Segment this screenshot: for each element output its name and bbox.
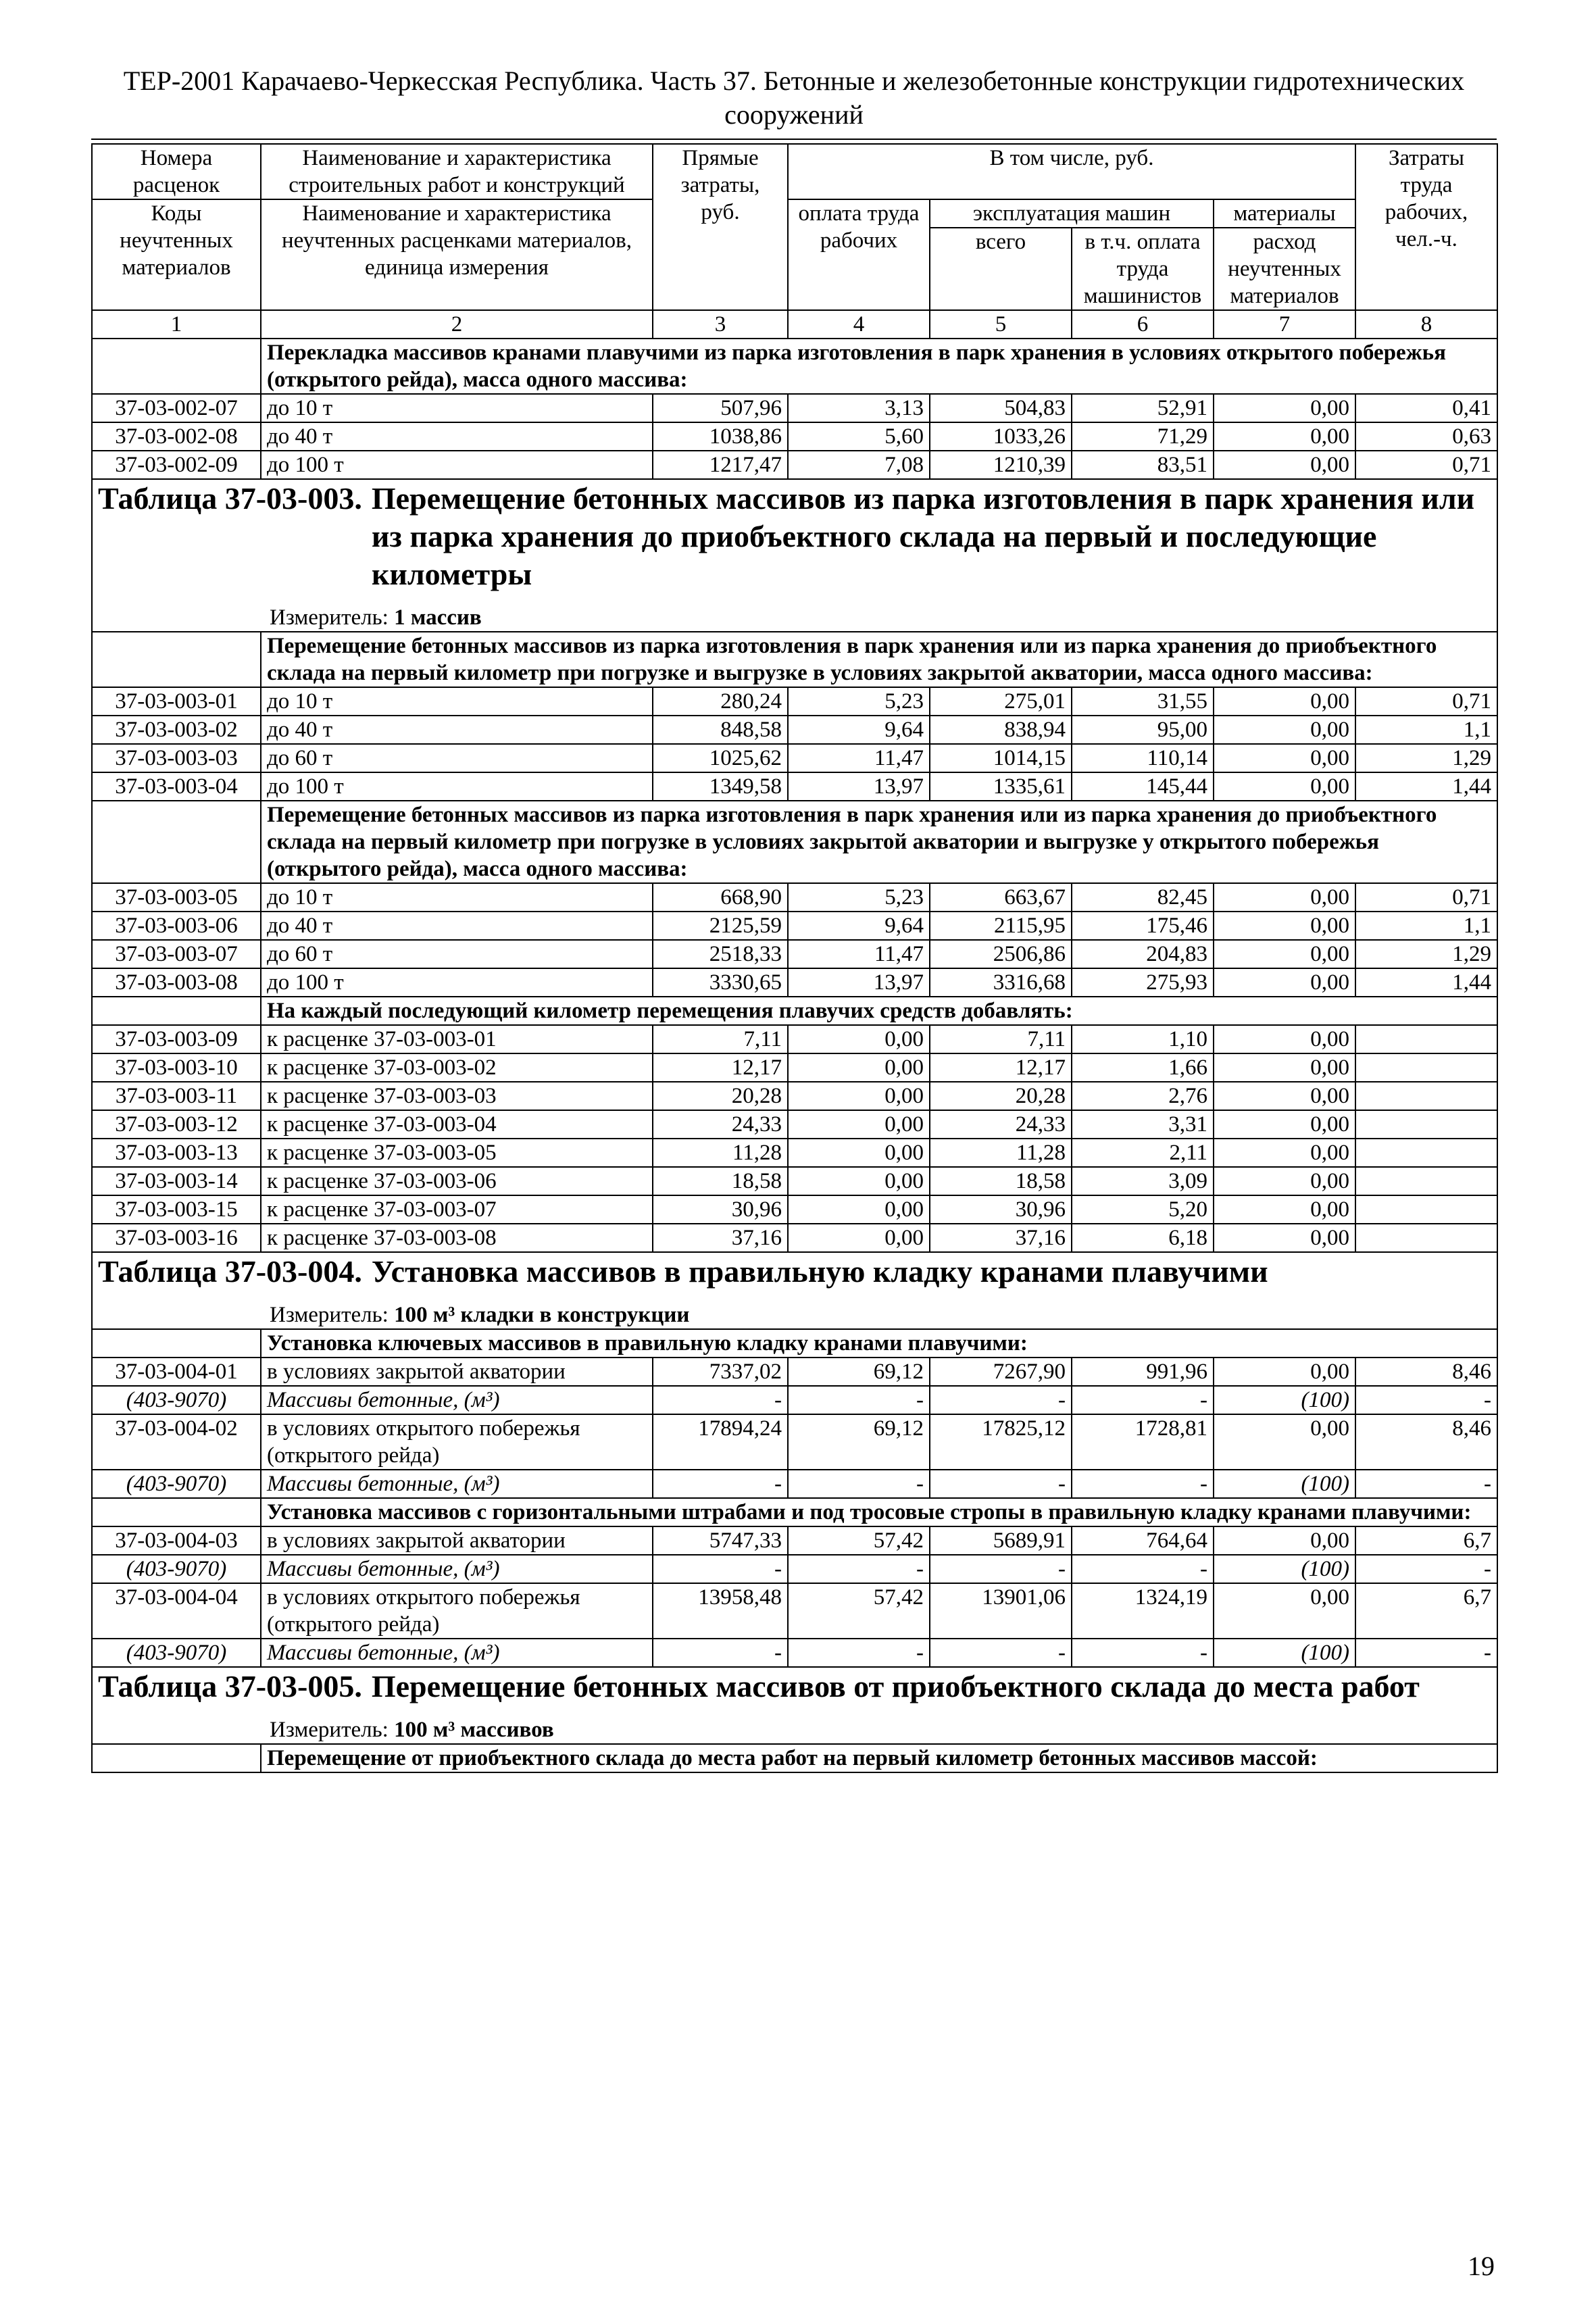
table-row [92,1053,1497,1082]
table-row [92,1139,1497,1167]
table-row [92,1470,1497,1498]
rate-code: 37-03-004-02 [92,1414,261,1470]
section-title: Установка массивов с горизонтальными штрабами и под тросовые стропы в правильную кладку кранами плавучими: [261,1498,1497,1526]
wage-cost: 0,00 [788,1167,930,1195]
labor-cost: 1,44 [1355,968,1497,997]
rate-code: 37-03-003-09 [92,1025,261,1053]
direct-cost: 280,24 [653,687,788,716]
labor-cost [1355,1110,1497,1139]
direct-cost: 848,58 [653,716,788,744]
materials-cost: 0,00 [1214,687,1355,716]
machines-total: 1033,26 [930,422,1072,451]
table-37-03-003-block [92,479,1497,632]
machines-total: 504,83 [930,394,1072,422]
wage-cost: 0,00 [788,1139,930,1167]
direct-cost: 7,11 [653,1025,788,1053]
page-header: ТЕР-2001 Карачаево-Черкесская Республика. Часть 37. Бетонные и железобетонные конструкции гидротехнических сооружений [123,66,1465,130]
table-row [92,1414,1497,1470]
direct-cost: 30,96 [653,1195,788,1224]
materials-cost: 0,00 [1214,1414,1355,1470]
machines-wage: 275,93 [1072,968,1214,997]
table-37-03-005-block [92,1667,1497,1744]
rate-code: 37-03-004-04 [92,1583,261,1639]
machines-wage: 1728,81 [1072,1414,1214,1470]
machines-total: 5689,91 [930,1526,1072,1555]
material-code: (403-9070) [92,1386,261,1414]
col-number: 7 [1214,310,1355,339]
meter-label: Измеритель: [270,1303,389,1327]
col-mach-total: всего [930,228,1072,310]
machines-wage: - [1072,1639,1214,1667]
direct-cost: - [653,1639,788,1667]
table-row [92,1583,1497,1639]
labor-cost [1355,1195,1497,1224]
meter-value: 100 м³ массивов [394,1718,554,1742]
direct-cost: 668,90 [653,883,788,912]
table-meter [98,604,1491,631]
machines-wage: 71,29 [1072,422,1214,451]
table-row [92,772,1497,801]
wage-cost: 11,47 [788,940,930,968]
wage-cost: 9,64 [788,912,930,940]
machines-wage: 1,10 [1072,1025,1214,1053]
machines-wage: 1,66 [1072,1053,1214,1082]
rate-code: 37-03-003-07 [92,940,261,968]
direct-cost: 1038,86 [653,422,788,451]
direct-cost: 1349,58 [653,772,788,801]
col-wage: оплата труда рабочих [788,199,930,310]
col-number: 3 [653,310,788,339]
work-name: к расценке 37-03-003-01 [261,1025,653,1053]
machines-total: 24,33 [930,1110,1072,1139]
labor-cost: 1,44 [1355,772,1497,801]
materials-cost: 0,00 [1214,451,1355,479]
material-code: (403-9070) [92,1555,261,1583]
work-name: до 10 т [261,394,653,422]
materials-cost: (100) [1214,1639,1355,1667]
labor-cost [1355,1025,1497,1053]
work-name: до 60 т [261,940,653,968]
material-code: (403-9070) [92,1470,261,1498]
wage-cost: 5,23 [788,883,930,912]
rate-code: 37-03-004-03 [92,1526,261,1555]
col-number: 6 [1072,310,1214,339]
labor-cost: - [1355,1555,1497,1583]
table-row [92,1195,1497,1224]
work-name: в условиях закрытой акватории [261,1358,653,1386]
labor-cost: - [1355,1470,1497,1498]
section-title: Перемещение от приобъектного склада до места работ на первый километр бетонных массивов массой: [261,1744,1497,1772]
table-label: Таблица 37-03-004. [98,1254,362,1289]
table-row [92,1025,1497,1053]
work-name: к расценке 37-03-003-02 [261,1053,653,1082]
section-title: Установка ключевых массивов в правильную кладку кранами плавучими: [261,1329,1497,1358]
machines-total: - [930,1386,1072,1414]
col-code-top: Номера расценок [92,144,261,199]
work-name: к расценке 37-03-003-04 [261,1110,653,1139]
rate-code: 37-03-003-03 [92,744,261,772]
machines-wage: 3,31 [1072,1110,1214,1139]
table-name: Перемещение бетонных массивов от приобъектного склада до места работ [371,1669,1420,1703]
work-name: к расценке 37-03-003-05 [261,1139,653,1167]
labor-cost [1355,1167,1497,1195]
direct-cost: 1217,47 [653,451,788,479]
col-number: 8 [1355,310,1497,339]
machines-total: 275,01 [930,687,1072,716]
machines-total: 1210,39 [930,451,1072,479]
machines-total: 663,67 [930,883,1072,912]
materials-cost: 0,00 [1214,912,1355,940]
machines-total: 7,11 [930,1025,1072,1053]
machines-wage: - [1072,1555,1214,1583]
col-mach-wage: в т.ч. оплата труда машинистов [1072,228,1214,310]
work-name: до 40 т [261,716,653,744]
machines-total: 30,96 [930,1195,1072,1224]
wage-cost: 0,00 [788,1082,930,1110]
materials-cost: (100) [1214,1386,1355,1414]
machines-wage: 95,00 [1072,716,1214,744]
table-row [92,968,1497,997]
table-label: Таблица 37-03-003. [98,481,362,516]
work-name: к расценке 37-03-003-07 [261,1195,653,1224]
machines-wage: 204,83 [1072,940,1214,968]
rate-code: 37-03-003-13 [92,1139,261,1167]
wage-cost: - [788,1639,930,1667]
labor-cost: 0,71 [1355,687,1497,716]
machines-wage: 6,18 [1072,1224,1214,1252]
col-code-bottom: Коды неучтенных материалов [92,199,261,310]
col-materials-sub: расход неучтенных материалов [1214,228,1355,310]
labor-cost: 8,46 [1355,1358,1497,1386]
labor-cost [1355,1139,1497,1167]
table-row [92,1555,1497,1583]
machines-wage: 1324,19 [1072,1583,1214,1639]
machines-wage: 83,51 [1072,451,1214,479]
wage-cost: 3,13 [788,394,930,422]
labor-cost: - [1355,1386,1497,1414]
machines-total: 7267,90 [930,1358,1072,1386]
work-name: до 60 т [261,744,653,772]
section-title: Перемещение бетонных массивов из парка изготовления в парк хранения или из парка хранения до приобъектного склада на первый километр при погрузке в условиях закрытой акватории и выгрузке у открытого побережья (открытого рейда), масса одного массива: [261,801,1497,883]
direct-cost: 11,28 [653,1139,788,1167]
table-row [92,1110,1497,1139]
meter-value: 100 м³ кладки в конструкции [394,1303,690,1327]
col-number: 5 [930,310,1072,339]
rate-code: 37-03-002-09 [92,451,261,479]
machines-total: 20,28 [930,1082,1072,1110]
wage-cost: 5,23 [788,687,930,716]
col-incl: В том числе, руб. [788,144,1355,199]
rates-table [91,143,1498,1773]
materials-cost: 0,00 [1214,772,1355,801]
wage-cost: 57,42 [788,1526,930,1555]
rate-code: 37-03-003-06 [92,912,261,940]
rate-code: 37-03-003-01 [92,687,261,716]
labor-cost: 6,7 [1355,1583,1497,1639]
work-name: к расценке 37-03-003-08 [261,1224,653,1252]
machines-total: 1335,61 [930,772,1072,801]
col-name-top: Наименование и характеристика строительных работ и конструкций [261,144,653,199]
table-row [92,394,1497,422]
table-title [98,480,1491,593]
wage-cost: 13,97 [788,968,930,997]
wage-cost: - [788,1555,930,1583]
work-name: в условиях закрытой акватории [261,1526,653,1555]
work-name: до 100 т [261,968,653,997]
machines-wage: 991,96 [1072,1358,1214,1386]
table-name: Установка массивов в правильную кладку кранами плавучими [371,1254,1268,1289]
machines-wage: 31,55 [1072,687,1214,716]
machines-wage: 52,91 [1072,394,1214,422]
direct-cost: 20,28 [653,1082,788,1110]
direct-cost: 1025,62 [653,744,788,772]
table-row [92,1526,1497,1555]
table-row [92,883,1497,912]
rate-code: 37-03-003-10 [92,1053,261,1082]
direct-cost: 17894,24 [653,1414,788,1470]
work-name: до 10 т [261,687,653,716]
machines-wage: 2,76 [1072,1082,1214,1110]
machines-wage: - [1072,1470,1214,1498]
wage-cost: 57,42 [788,1583,930,1639]
materials-cost: (100) [1214,1555,1355,1583]
rate-code: 37-03-003-12 [92,1110,261,1139]
direct-cost: 2125,59 [653,912,788,940]
col-machines: эксплуатация машин [930,199,1214,228]
labor-cost: 6,7 [1355,1526,1497,1555]
machines-total: 2506,86 [930,940,1072,968]
materials-cost: 0,00 [1214,968,1355,997]
rate-code: 37-03-003-15 [92,1195,261,1224]
wage-cost: 0,00 [788,1195,930,1224]
table-row [92,912,1497,940]
table-name: Перемещение бетонных массивов из парка изготовления в парк хранения или из парка хранения до приобъектного склада на первый и последующие километры [371,481,1475,591]
table-row [92,422,1497,451]
direct-cost: 3330,65 [653,968,788,997]
table-meter [98,1716,1491,1743]
column-numbers-row [92,310,1497,339]
materials-cost: 0,00 [1214,940,1355,968]
direct-cost: 7337,02 [653,1358,788,1386]
labor-cost: 0,71 [1355,451,1497,479]
col-materials: материалы [1214,199,1355,228]
materials-cost: 0,00 [1214,1526,1355,1555]
machines-total: 11,28 [930,1139,1072,1167]
machines-total: - [930,1470,1072,1498]
materials-cost: 0,00 [1214,716,1355,744]
labor-cost [1355,1053,1497,1082]
labor-cost: 1,29 [1355,940,1497,968]
labor-cost: 0,71 [1355,883,1497,912]
machines-wage: 764,64 [1072,1526,1214,1555]
machines-total: 3316,68 [930,968,1072,997]
machines-wage: 175,46 [1072,912,1214,940]
machines-wage: 2,11 [1072,1139,1214,1167]
machines-total: 17825,12 [930,1414,1072,1470]
materials-cost: 0,00 [1214,1167,1355,1195]
materials-cost: 0,00 [1214,422,1355,451]
machines-total: 1014,15 [930,744,1072,772]
rate-code: 37-03-003-11 [92,1082,261,1110]
wage-cost: 69,12 [788,1414,930,1470]
meter-value: 1 массив [394,605,482,630]
labor-cost [1355,1082,1497,1110]
labor-cost: - [1355,1639,1497,1667]
table-row [92,1224,1497,1252]
section-title: На каждый последующий километр перемещения плавучих средств добавлять: [261,997,1497,1025]
machines-total: - [930,1555,1072,1583]
machines-total: 12,17 [930,1053,1072,1082]
direct-cost: 18,58 [653,1167,788,1195]
machines-wage: 145,44 [1072,772,1214,801]
rate-code: 37-03-002-08 [92,422,261,451]
labor-cost [1355,1224,1497,1252]
material-name: Массивы бетонные, (м³) [261,1555,653,1583]
labor-cost: 0,63 [1355,422,1497,451]
wage-cost: 11,47 [788,744,930,772]
rate-code: 37-03-003-08 [92,968,261,997]
materials-cost: 0,00 [1214,1358,1355,1386]
col-name-bottom: Наименование и характеристика неучтенных расценками материалов, единица измерения [261,199,653,310]
materials-cost: 0,00 [1214,744,1355,772]
work-name: к расценке 37-03-003-06 [261,1167,653,1195]
table-row [92,451,1497,479]
materials-cost: 0,00 [1214,1025,1355,1053]
machines-total: 37,16 [930,1224,1072,1252]
rate-code: 37-03-003-02 [92,716,261,744]
labor-cost: 8,46 [1355,1414,1497,1470]
machines-total: 838,94 [930,716,1072,744]
col-number: 2 [261,310,653,339]
work-name: в условиях открытого побережья (открытого рейда) [261,1583,653,1639]
wage-cost: 0,00 [788,1053,930,1082]
page-number: 19 [1468,2251,1495,2281]
rate-code: 37-03-003-16 [92,1224,261,1252]
materials-cost: 0,00 [1214,1224,1355,1252]
material-name: Массивы бетонные, (м³) [261,1639,653,1667]
materials-cost: 0,00 [1214,1082,1355,1110]
wage-cost: 0,00 [788,1025,930,1053]
rate-code: 37-03-003-05 [92,883,261,912]
col-number: 4 [788,310,930,339]
direct-cost: 13958,48 [653,1583,788,1639]
machines-wage: 110,14 [1072,744,1214,772]
table-row [92,940,1497,968]
table-row [92,1639,1497,1667]
machines-wage: - [1072,1386,1214,1414]
materials-cost: 0,00 [1214,1583,1355,1639]
material-name: Массивы бетонные, (м³) [261,1470,653,1498]
table-meter [98,1301,1491,1328]
work-name: в условиях открытого побережья (открытого рейда) [261,1414,653,1470]
col-number: 1 [92,310,261,339]
direct-cost: 507,96 [653,394,788,422]
work-name: к расценке 37-03-003-03 [261,1082,653,1110]
wage-cost: 5,60 [788,422,930,451]
table-37-03-004-block [92,1252,1497,1329]
work-name: до 10 т [261,883,653,912]
work-name: до 40 т [261,912,653,940]
direct-cost: 5747,33 [653,1526,788,1555]
machines-wage: 82,45 [1072,883,1214,912]
materials-cost: 0,00 [1214,1195,1355,1224]
wage-cost: 0,00 [788,1110,930,1139]
wage-cost: 0,00 [788,1224,930,1252]
machines-total: 13901,06 [930,1583,1072,1639]
table-label: Таблица 37-03-005. [98,1669,362,1703]
rate-code: 37-03-002-07 [92,394,261,422]
work-name: до 100 т [261,451,653,479]
wage-cost: 7,08 [788,451,930,479]
direct-cost: 12,17 [653,1053,788,1082]
labor-cost: 1,1 [1355,716,1497,744]
direct-cost: - [653,1555,788,1583]
rate-code: 37-03-004-01 [92,1358,261,1386]
meter-label: Измеритель: [270,1718,389,1742]
machines-wage: 5,20 [1072,1195,1214,1224]
direct-cost: - [653,1386,788,1414]
materials-cost: 0,00 [1214,1053,1355,1082]
table-row [92,744,1497,772]
direct-cost: 24,33 [653,1110,788,1139]
wage-cost: - [788,1386,930,1414]
labor-cost: 1,1 [1355,912,1497,940]
col-direct: Прямые затраты, руб. [653,144,788,310]
direct-cost: 2518,33 [653,940,788,968]
table-title [98,1253,1491,1291]
materials-cost: 0,00 [1214,1139,1355,1167]
wage-cost: 9,64 [788,716,930,744]
labor-cost: 1,29 [1355,744,1497,772]
work-name: до 100 т [261,772,653,801]
labor-cost: 0,41 [1355,394,1497,422]
rate-code: 37-03-003-04 [92,772,261,801]
section-title: Перекладка массивов кранами плавучими из парка изготовления в парк хранения в условиях открытого побережья (открытого рейда), масса одного массива: [261,339,1497,394]
material-code: (403-9070) [92,1639,261,1667]
table-row [92,1386,1497,1414]
wage-cost: 13,97 [788,772,930,801]
col-labor: Затраты труда рабочих, чел.-ч. [1355,144,1497,310]
section-title: Перемещение бетонных массивов из парка изготовления в парк хранения или из парка хранения до приобъектного склада на первый километр при погрузке и выгрузке в условиях закрытой акватории, масса одного массива: [261,632,1497,687]
rate-code: 37-03-003-14 [92,1167,261,1195]
direct-cost: 37,16 [653,1224,788,1252]
table-row [92,1082,1497,1110]
table-row [92,687,1497,716]
machines-wage: 3,09 [1072,1167,1214,1195]
materials-cost: 0,00 [1214,394,1355,422]
wage-cost: - [788,1470,930,1498]
materials-cost: (100) [1214,1470,1355,1498]
machines-total: 2115,95 [930,912,1072,940]
direct-cost: - [653,1470,788,1498]
materials-cost: 0,00 [1214,1110,1355,1139]
materials-cost: 0,00 [1214,883,1355,912]
header-rule [91,139,1497,140]
meter-label: Измеритель: [270,605,389,630]
table-row [92,1358,1497,1386]
machines-total: 18,58 [930,1167,1072,1195]
wage-cost: 69,12 [788,1358,930,1386]
work-name: до 40 т [261,422,653,451]
table-row [92,716,1497,744]
machines-total: - [930,1639,1072,1667]
table-row [92,1167,1497,1195]
table-title [98,1668,1491,1706]
material-name: Массивы бетонные, (м³) [261,1386,653,1414]
